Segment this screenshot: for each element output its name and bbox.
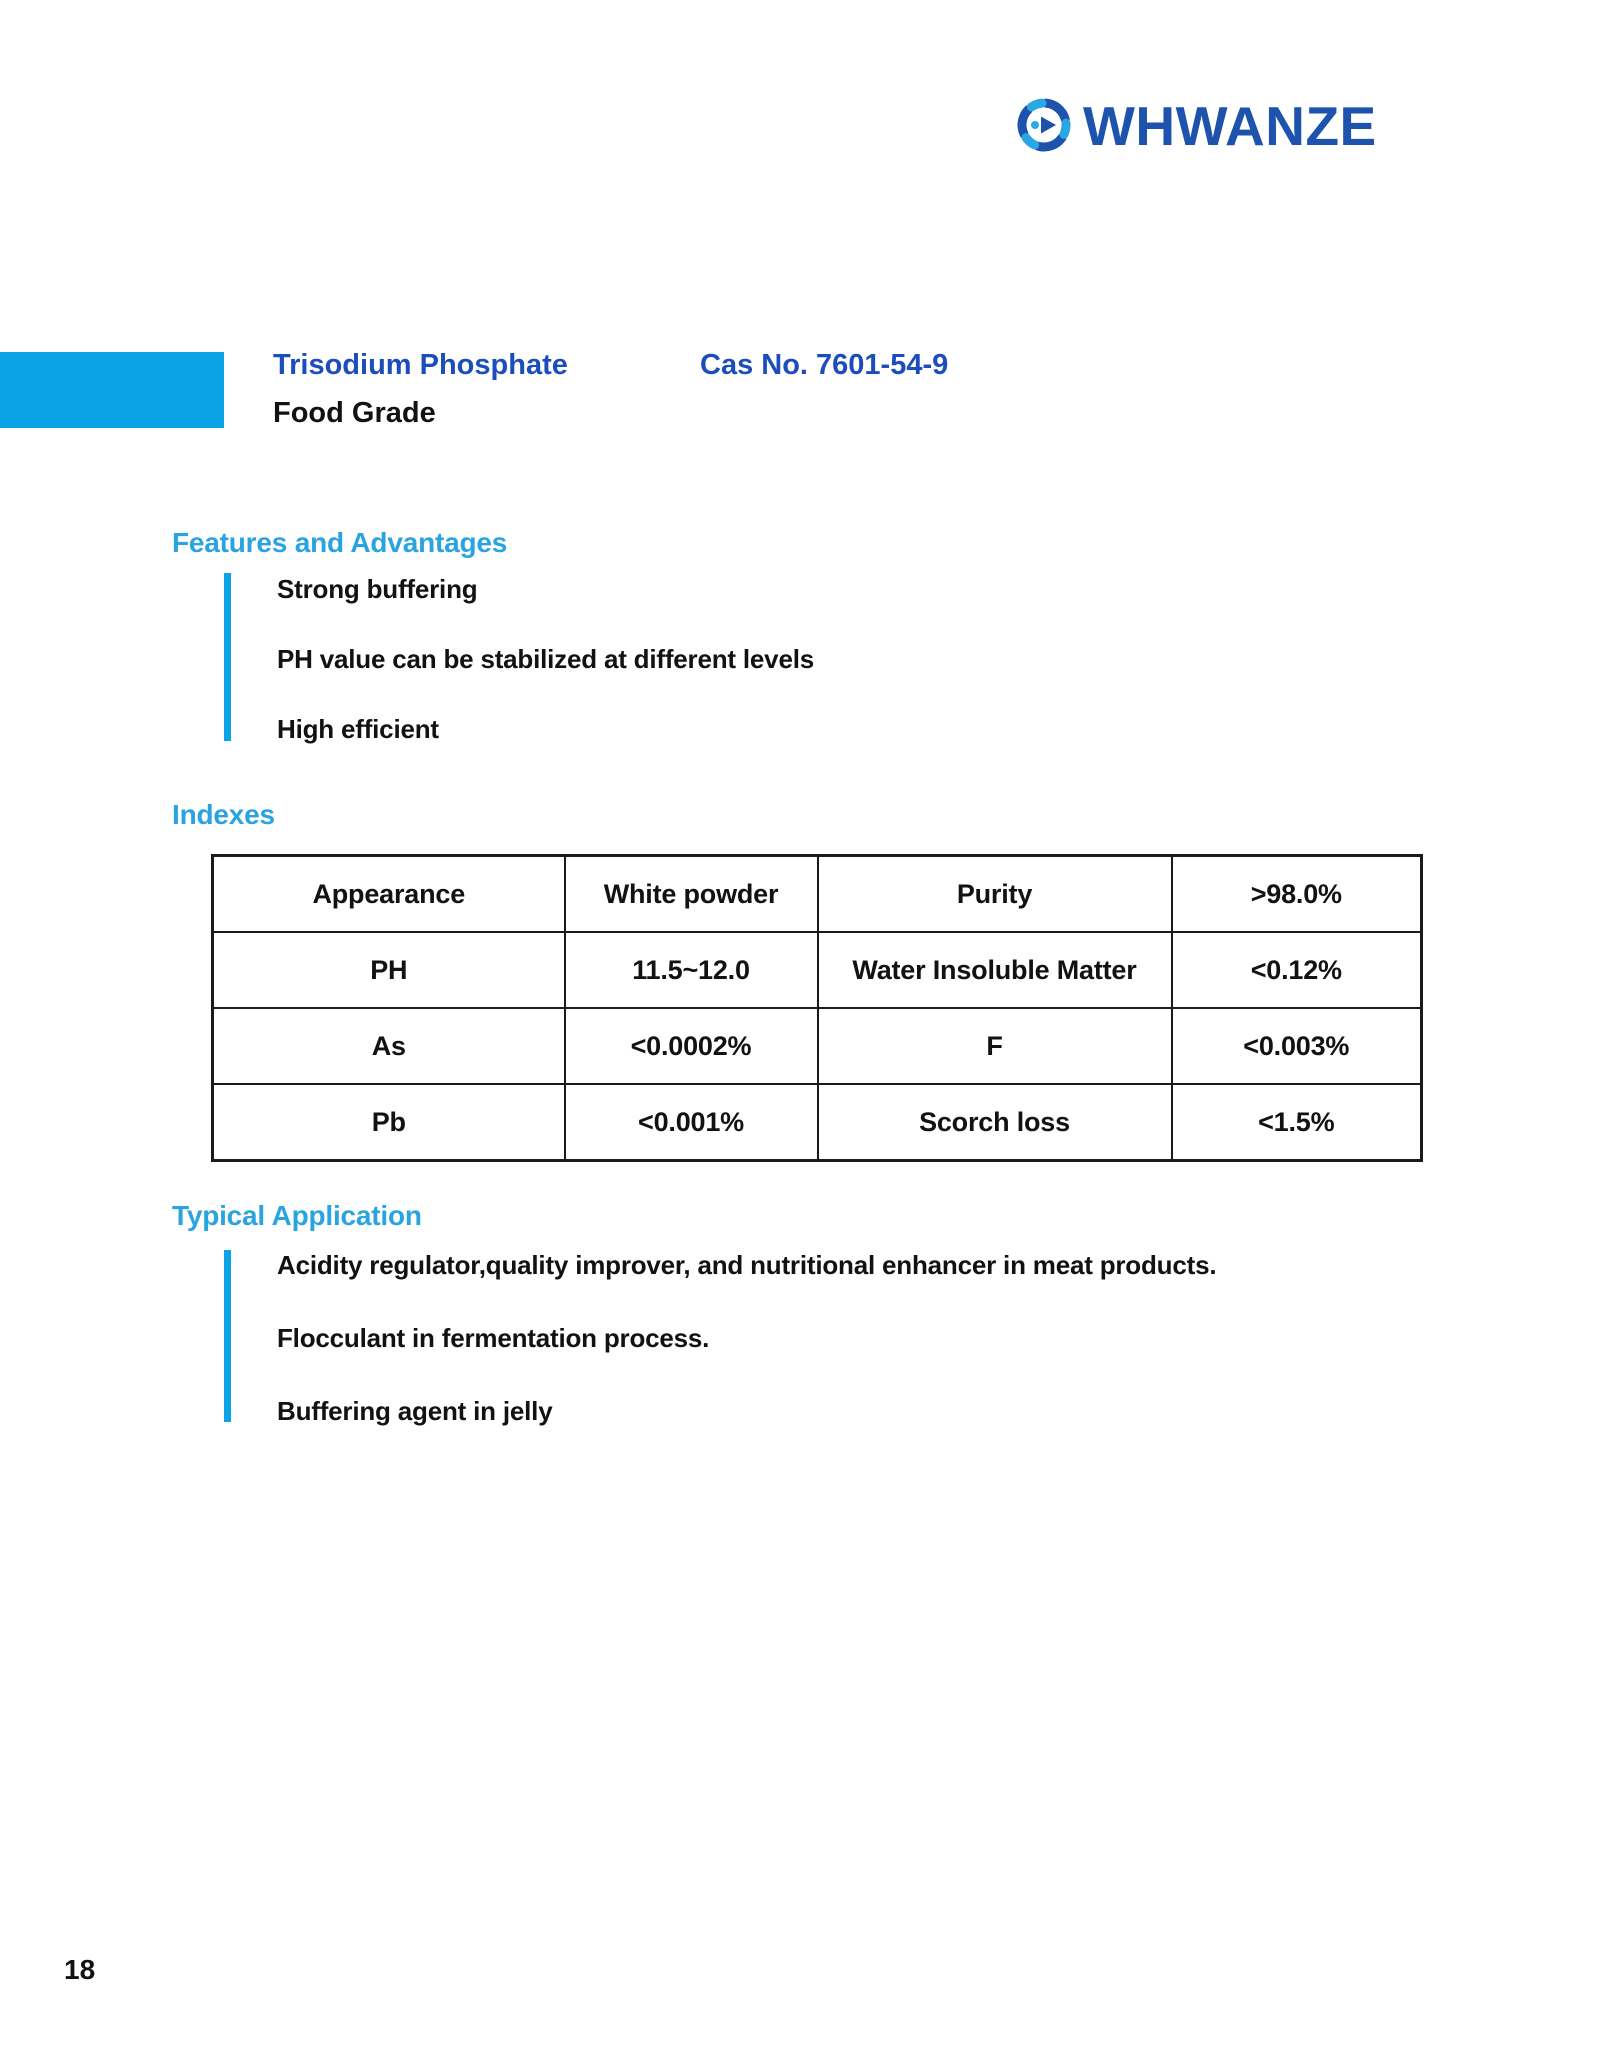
table-row <box>213 1008 1422 1084</box>
title-accent-bar <box>0 352 224 428</box>
value-cell: 11.5~12.0 <box>565 932 818 1008</box>
features-bullet-bar <box>224 573 231 741</box>
param-cell: PH <box>213 932 565 1008</box>
param-cell: Water Insoluble Matter <box>818 932 1172 1008</box>
section-heading-features: Features and Advantages <box>172 527 508 558</box>
value-cell: <0.003% <box>1172 1008 1422 1084</box>
list-item: PH value can be stabilized at different levels <box>277 644 814 674</box>
list-item: Acidity regulator,quality improver, and nutritional enhancer in meat products. <box>277 1250 1217 1280</box>
list-item: Flocculant in fermentation process. <box>277 1323 710 1353</box>
indexes-table <box>211 854 1423 1162</box>
section-heading-applications: Typical Application <box>172 1200 422 1231</box>
logo <box>1014 94 1377 156</box>
value-cell: <0.0002% <box>565 1008 818 1084</box>
param-cell: Purity <box>818 856 1172 933</box>
applications-bullet-bar <box>224 1250 231 1422</box>
applications-list <box>277 1248 1216 1467</box>
product-name: Trisodium Phosphate <box>273 349 568 381</box>
value-cell: White powder <box>565 856 818 933</box>
value-cell: >98.0% <box>1172 856 1422 933</box>
param-cell: Scorch loss <box>818 1084 1172 1161</box>
value-cell: <0.12% <box>1172 932 1422 1008</box>
section-heading-indexes: Indexes <box>172 799 275 830</box>
value-cell: <1.5% <box>1172 1084 1422 1161</box>
logo-text: WHWANZE <box>1083 95 1377 157</box>
cas-number: Cas No. 7601-54-9 <box>700 349 949 381</box>
list-item: Buffering agent in jelly <box>277 1396 553 1426</box>
table-row <box>213 1084 1422 1161</box>
table-row <box>213 856 1422 933</box>
features-list <box>277 572 814 782</box>
product-grade: Food Grade <box>273 397 436 429</box>
list-item: Strong buffering <box>277 574 478 604</box>
list-item: High efficient <box>277 714 439 744</box>
value-cell: <0.001% <box>565 1084 818 1161</box>
param-cell: Pb <box>213 1084 565 1161</box>
page-number: 18 <box>64 1954 96 1985</box>
param-cell: Appearance <box>213 856 565 933</box>
param-cell: As <box>213 1008 565 1084</box>
param-cell: F <box>818 1008 1172 1084</box>
table-row <box>213 932 1422 1008</box>
swirl-triangle-logo-icon <box>1014 94 1074 156</box>
